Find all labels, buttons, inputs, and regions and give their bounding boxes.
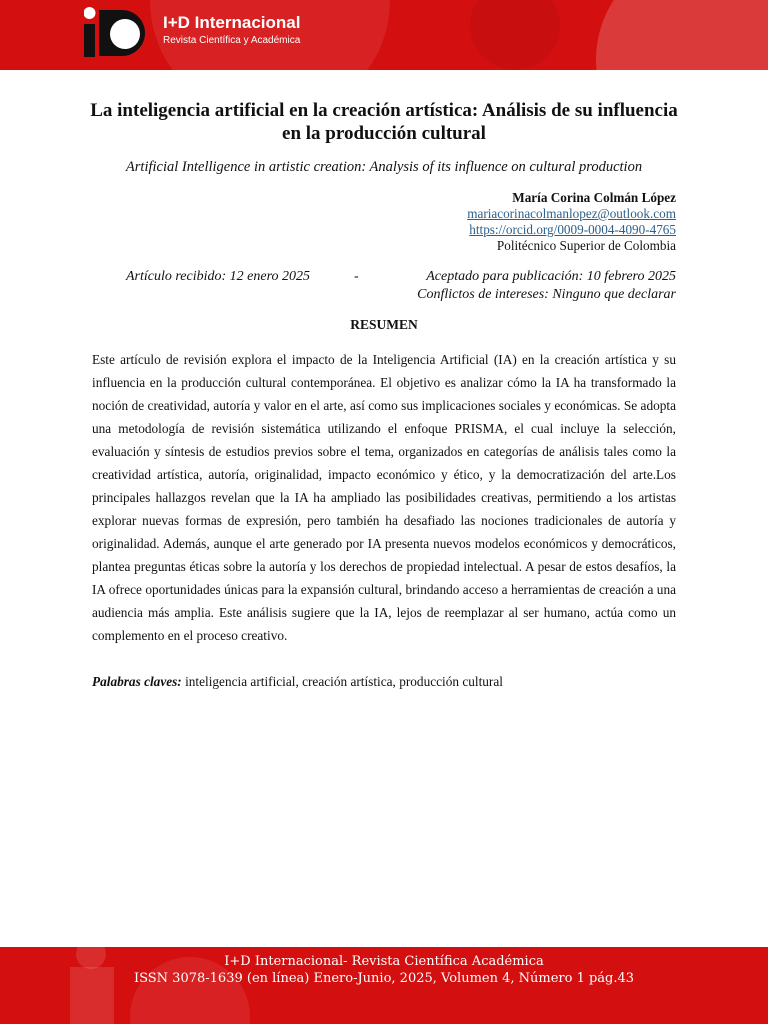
received-date: Artículo recibido: 12 enero 2025 [126, 269, 311, 284]
keywords [92, 673, 676, 691]
article-dates [92, 268, 676, 304]
article-title: La inteligencia artificial en la creación artística: Análisis de su influencia en la producción cultural [90, 100, 678, 144]
date-separator: - [354, 269, 359, 284]
conflicts-of-interest: Conflictos de intereses: Ninguno que declarar [417, 287, 676, 302]
journal-subtitle: Revista Científica y Académica [163, 35, 301, 46]
journal-footer [0, 947, 768, 1024]
accepted-date: Aceptado para publicación: 10 febrero 2025 [426, 269, 676, 284]
footer-journal-name: I+D Internacional- Revista Científica Académica [224, 954, 544, 969]
author-institution: Politécnico Superior de Colombia [496, 238, 676, 253]
footer-issn-info: ISSN 3078-1639 (en línea) Enero-Junio, 2025, Volumen 4, Número 1 pág.43 [133, 971, 635, 986]
author-email-link[interactable]: mariacorinacolmanlopez@outlook.com [467, 206, 676, 221]
article-subtitle-english: Artificial Intelligence in artistic creation: Analysis of its influence on cultural production [125, 159, 643, 175]
author-name: María Corina Colmán López [512, 190, 676, 205]
author-block [467, 190, 676, 254]
header-decoration [470, 0, 560, 70]
keywords-label: Palabras claves: [92, 674, 182, 689]
author-orcid-link[interactable]: https://orcid.org/0009-0004-4090-4765 [469, 222, 676, 237]
abstract-heading: RESUMEN [350, 317, 418, 332]
keywords-list: inteligencia artificial, creación artística, producción cultural [185, 674, 503, 689]
abstract-text: Este artículo de revisión explora el impacto de la Inteligencia Artificial (IA) en la creación artística y su influencia en la producción cultural contemporánea. El objetivo es analizar cómo la IA ha transformado la noción de creatividad, autoría y valor en el arte, así como sus implicaciones sociales y económicas. Se adopta una metodología de revisión sistemática utilizando el enfoque PRISMA, el cual incluye la selección, evaluación y síntesis de estudios previos sobre el tema, organizados en categorías de análisis tales como la creatividad artística, autoría, originalidad, impacto económico y ético, y la democratización del arte.Los principales hallazgos revelan que la IA ha ampliado las posibilidades creativas, permitiendo a los artistas explorar nuevas formas de expresión, pero también ha desafiado las nociones tradicionales de autoría y originalidad. Además, aunque el arte generado por IA presenta nuevos modelos económicos y democráticos, plantea preguntas éticas sobre la autoría y los derechos de propiedad intelectual. A pesar de estos desafíos, la IA ofrece oportunidades únicas para la expansión cultural, brindando acceso a herramientas de creación a una audiencia más amplia. Este análisis sugiere que la IA, lejos de reemplazar al ser humano, actúa como un complemento en el proceso creativo. [92, 352, 676, 643]
header-decoration [596, 0, 768, 70]
journal-name: I+D Internacional [163, 13, 301, 32]
journal-logo [84, 6, 150, 58]
journal-header [0, 0, 768, 70]
